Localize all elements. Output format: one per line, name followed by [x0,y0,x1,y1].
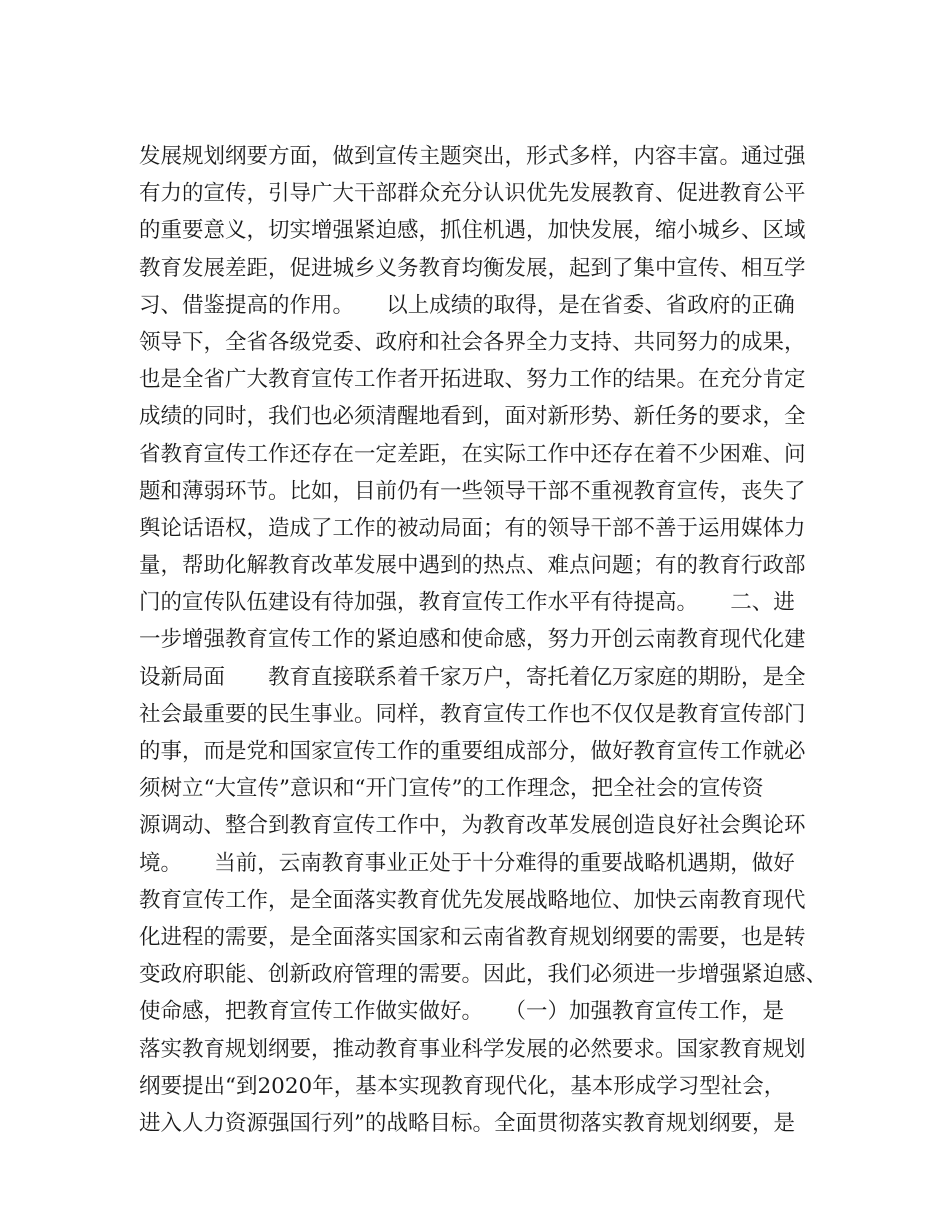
text-line: 也是全省广大教育宣传工作者开拓进取、努力工作的结果。在充分肯定 [139,367,806,393]
text-line: 习、借鉴提高的作用。 以上成绩的取得，是在省委、省政府的正确 [139,292,795,318]
text-line: 设新局面 教育直接联系着千家万户，寄托着亿万家庭的期盼，是全 [139,664,806,690]
text-line: 教育发展差距，促进城乡义务教育均衡发展，起到了集中宣传、相互学 [139,255,806,281]
text-line: 门的宣传队伍建设有待加强，教育宣传工作水平有待提高。 二、进 [139,590,795,616]
text-line: 使命感，把教育宣传工作做实做好。 （一）加强教育宣传工作，是 [139,999,785,1025]
text-line: 的事，而是党和国家宣传工作的重要组成部分，做好教育宣传工作就必 [139,739,806,764]
text-line: 一步增强教育宣传工作的紧迫感和使命感，努力开创云南教育现代化建 [139,627,806,653]
text-line: 须树立“大宣传”意识和“开门宣传”的工作理念，把全社会的宣传资 [139,776,764,802]
text-line: 量，帮助化解教育改革发展中遇到的热点、难点问题；有的教育行政部 [139,553,806,579]
text-line: 源调动、整合到教育宣传工作中，为教育改革发展创造良好社会舆论环 [139,813,806,839]
text-line: 落实教育规划纲要，推动教育事业科学发展的必然要求。国家教育规划 [139,1036,806,1062]
text-line: 进入人力资源强国行列”的战略目标。全面贯彻落实教育规划纲要，是 [139,1110,795,1136]
text-line: 有力的宣传，引导广大干部群众充分认识优先发展教育、促进教育公平 [139,181,806,207]
text-line: 舆论话语权，造成了工作的被动局面；有的领导干部不善于运用媒体力 [139,515,806,541]
text-line: 纲要提出“到2020年，基本实现教育现代化，基本形成学习型社会， [139,1073,786,1099]
text-line: 题和薄弱环节。比如，目前仍有一些领导干部不重视教育宣传，丧失了 [139,478,806,504]
text-line: 变政府职能、创新政府管理的需要。因此，我们必须进一步增强紧迫感、 [139,962,828,988]
text-line: 境。 当前，云南教育事业正处于十分难得的重要战略机遇期，做好 [139,850,795,876]
text-line: 的重要意义，切实增强紧迫感，抓住机遇，加快发展，缩小城乡、区域 [139,218,806,244]
text-line: 省教育宣传工作还存在一定差距，在实际工作中还存在着不少困难、问 [139,441,806,467]
text-line: 成绩的同时，我们也必须清醒地看到，面对新形势、新任务的要求，全 [139,404,806,430]
text-line: 发展规划纲要方面，做到宣传主题突出，形式多样，内容丰富。通过强 [139,144,806,169]
text-line: 领导下，全省各级党委、政府和社会各界全力支持、共同努力的成果， [139,329,806,355]
body-text [139,138,829,1142]
text-line: 社会最重要的民生事业。同样，教育宣传工作也不仅仅是教育宣传部门 [139,701,806,727]
text-line: 化进程的需要，是全面落实国家和云南省教育规划纲要的需要，也是转 [139,924,806,950]
text-line: 教育宣传工作，是全面落实教育优先发展战略地位、加快云南教育现代 [139,887,806,913]
